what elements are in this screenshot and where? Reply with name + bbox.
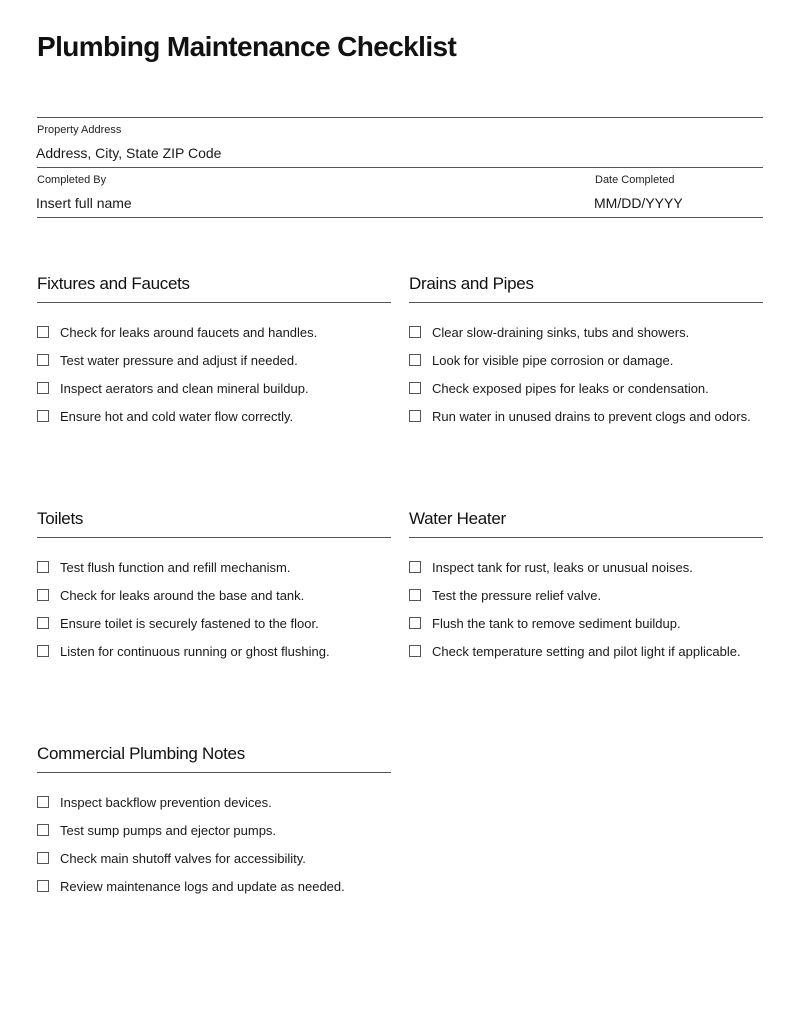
checklist-item [37,816,391,844]
checklist-item [37,374,391,402]
checklist-item [37,609,391,637]
checklist-item-text: Check exposed pipes for leaks or condensation. [432,380,709,396]
checkbox[interactable] [37,880,49,892]
property-address-value[interactable]: Address, City, State ZIP Code [36,145,222,161]
checklist-item [37,788,391,816]
checkbox[interactable] [37,326,49,338]
checklist-item [37,346,391,374]
checklist-item-text: Check for leaks around faucets and handles. [60,324,318,340]
section-toilets [37,505,391,665]
section-water-heater [409,505,763,665]
checkbox[interactable] [37,382,49,394]
section-drains-and-pipes [409,270,763,430]
checkbox[interactable] [409,382,421,394]
checklist-item-text: Review maintenance logs and update as needed. [60,878,345,894]
checklist-item-text: Inspect tank for rust, leaks or unusual noises. [432,559,693,575]
checklist [37,538,391,665]
checklist-item-text: Check temperature setting and pilot light if applicable. [432,643,741,659]
checklist-item [37,844,391,872]
checkbox[interactable] [37,645,49,657]
checkbox[interactable] [37,852,49,864]
checkbox[interactable] [409,354,421,366]
checklist-item [409,553,763,581]
page-title: Plumbing Maintenance Checklist [37,31,457,62]
checkbox[interactable] [409,326,421,338]
checklist-item-text: Flush the tank to remove sediment buildup. [432,615,681,631]
checklist-item-text: Ensure hot and cold water flow correctly. [60,408,294,424]
checkbox[interactable] [409,645,421,657]
checkbox[interactable] [409,617,421,629]
completion-row [37,167,763,218]
section-fixtures-and-faucets [37,270,391,430]
checklist [37,773,391,900]
checklist-item-text: Ensure toilet is securely fastened to the floor. [60,615,319,631]
checkbox[interactable] [409,410,421,422]
checkbox[interactable] [37,796,49,808]
date-completed-label: Date Completed [595,174,675,186]
checklist [409,538,763,665]
checkbox[interactable] [37,824,49,836]
checklist-item [37,872,391,900]
checklist-item [409,374,763,402]
checklist-item-text: Check main shutoff valves for accessibility. [60,850,306,866]
checklist-item [37,637,391,665]
checkbox[interactable] [37,617,49,629]
checklist-item-text: Test sump pumps and ejector pumps. [60,822,277,838]
section-title: Fixtures and Faucets [37,270,391,303]
property-address-row [37,117,763,167]
property-info [37,117,763,218]
checklist-item-text: Test water pressure and adjust if needed. [60,352,298,368]
checklist-item [37,553,391,581]
checklist-item [409,402,763,430]
completed-by-value[interactable]: Insert full name [36,195,132,211]
checklist-item-text: Test flush function and refill mechanism. [60,559,291,575]
checklist-item-text: Inspect aerators and clean mineral buildup. [60,380,309,396]
section-title: Toilets [37,505,391,538]
checklist [37,303,391,430]
section-title: Drains and Pipes [409,270,763,303]
checklist-item-text: Check for leaks around the base and tank. [60,587,305,603]
checklist-item [409,346,763,374]
checklist-item [409,581,763,609]
checklist-item-text: Clear slow-draining sinks, tubs and showers. [432,324,690,340]
completed-by-label: Completed By [37,174,107,186]
checkbox[interactable] [409,589,421,601]
checkbox[interactable] [37,410,49,422]
checklist-item [37,581,391,609]
property-address-label: Property Address [37,124,122,136]
checklist [409,303,763,430]
checklist-item-text: Run water in unused drains to prevent clogs and odors. [432,408,751,424]
checkbox[interactable] [37,589,49,601]
checklist-item [409,318,763,346]
checklist-item-text: Inspect backflow prevention devices. [60,794,272,810]
checklist-item-text: Listen for continuous running or ghost flushing. [60,643,330,659]
checklist-item [37,318,391,346]
date-completed-value[interactable]: MM/DD/YYYY [594,195,683,211]
section-title: Water Heater [409,505,763,538]
checklist-item [409,637,763,665]
checklist-item-text: Look for visible pipe corrosion or damage. [432,352,674,368]
section-title: Commercial Plumbing Notes [37,740,391,773]
section-commercial-plumbing-notes [37,740,391,900]
checklist-item-text: Test the pressure relief valve. [432,587,602,603]
checklist-item [37,402,391,430]
checkbox[interactable] [37,561,49,573]
checkbox[interactable] [409,561,421,573]
checkbox[interactable] [37,354,49,366]
checklist-item [409,609,763,637]
